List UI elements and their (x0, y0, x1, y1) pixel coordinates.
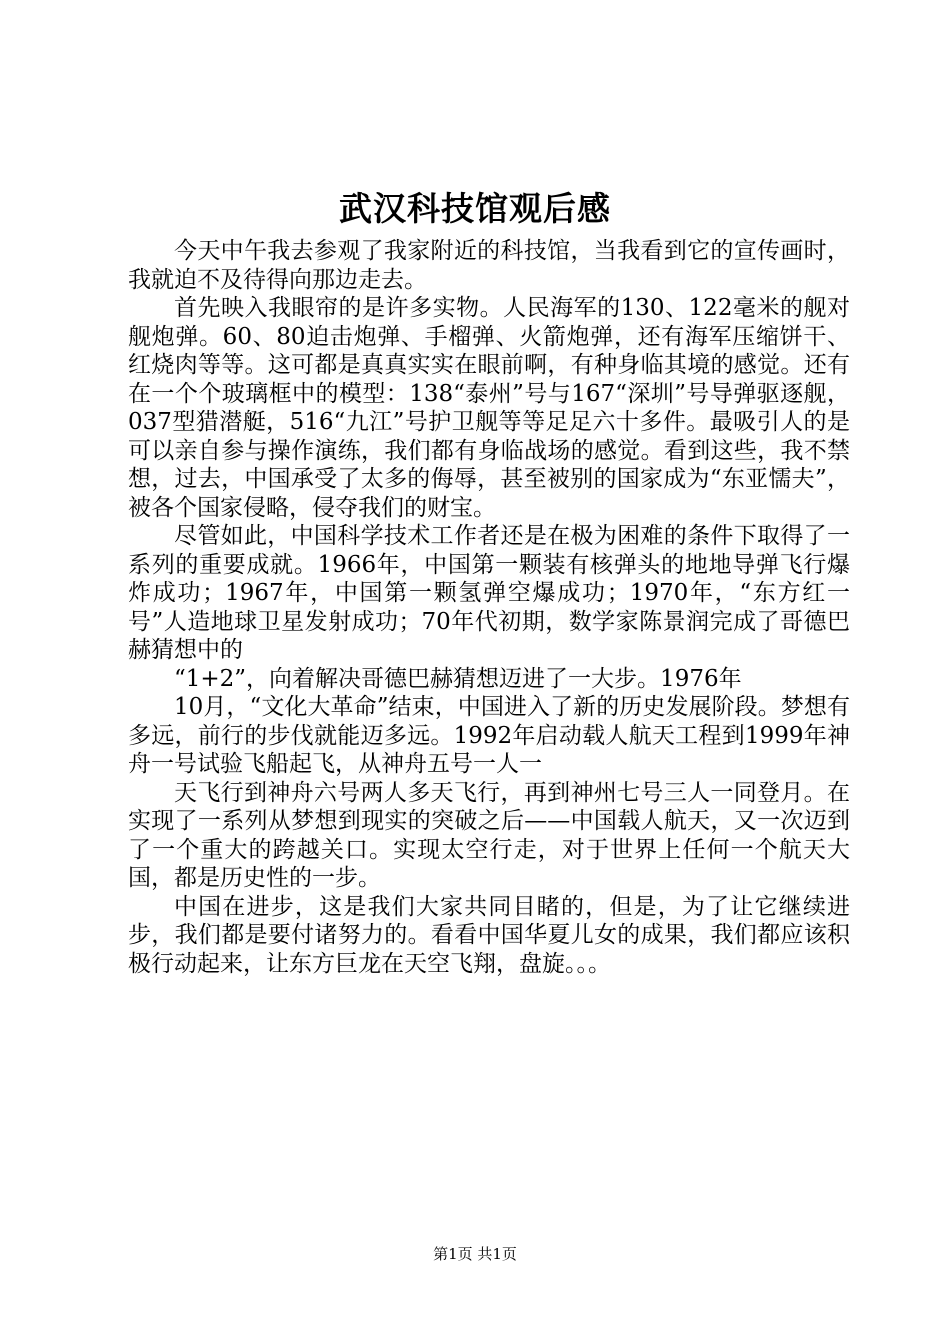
paragraph: 中国在进步，这是我们大家共同目睹的，但是，为了让它继续进步，我们都是要付诸努力的。看看中国华夏儿女的成果，我们都应该积极行动起来，让东方巨龙在天空飞翔，盘旋。。。 (128, 893, 850, 977)
document-body (128, 237, 850, 978)
paragraph: 首先映入我眼帘的是许多实物。人民海军的130、122毫米的舰对舰炮弹。60、80迫击炮弹、手榴弹、火箭炮弹，还有海军压缩饼干、红烧肉等等。这可都是真真实实在眼前啊，有种身临其境的感觉。还有在一个个玻璃框中的模型：138“泰州”号与167“深圳”号导弹驱逐舰，037型猎潜艇，516“九江”号护卫舰等等足足六十多件。最吸引人的是可以亲自参与操作演练，我们都有身临战场的感觉。看到这些，我不禁想，过去，中国承受了太多的侮辱，甚至被别的国家成为“东亚懦夫”，被各个国家侵略，侵夺我们的财宝。 (128, 295, 850, 521)
page-footer: 第1页 共1页 (433, 1245, 517, 1263)
paragraph: 天飞行到神舟六号两人多天飞行，再到神州七号三人一同登月。在实现了一系列从梦想到现实的突破之后——中国载人航天，又一次迈到了一个重大的跨越关口。实现太空行走，对于世界上任何一个航天大国，都是历史性的一步。 (128, 779, 850, 891)
paragraph: 尽管如此，中国科学技术工作者还是在极为困难的条件下取得了一系列的重要成就。1966年，中国第一颗装有核弹头的地地导弹飞行爆炸成功；1967年，中国第一颗氢弹空爆成功；1970年，“东方红一号”人造地球卫星发射成功；70年代初期，数学家陈景润完成了哥德巴赫猜想中的 (128, 523, 850, 663)
paragraph: “1+2”，向着解决哥德巴赫猜想迈进了一大步。1976年 (174, 665, 742, 692)
paragraph: 今天中午我去参观了我家附近的科技馆，当我看到它的宣传画时，我就迫不及待得向那边走去。 (128, 238, 850, 293)
paragraph: 10月，“文化大革命”结束，中国进入了新的历史发展阶段。梦想有多远，前行的步伐就能迈多远。1992年启动载人航天工程到1999年神舟一号试验飞船起飞，从神舟五号一人一 (128, 694, 850, 777)
document-title: 武汉科技馆观后感 (339, 189, 611, 228)
